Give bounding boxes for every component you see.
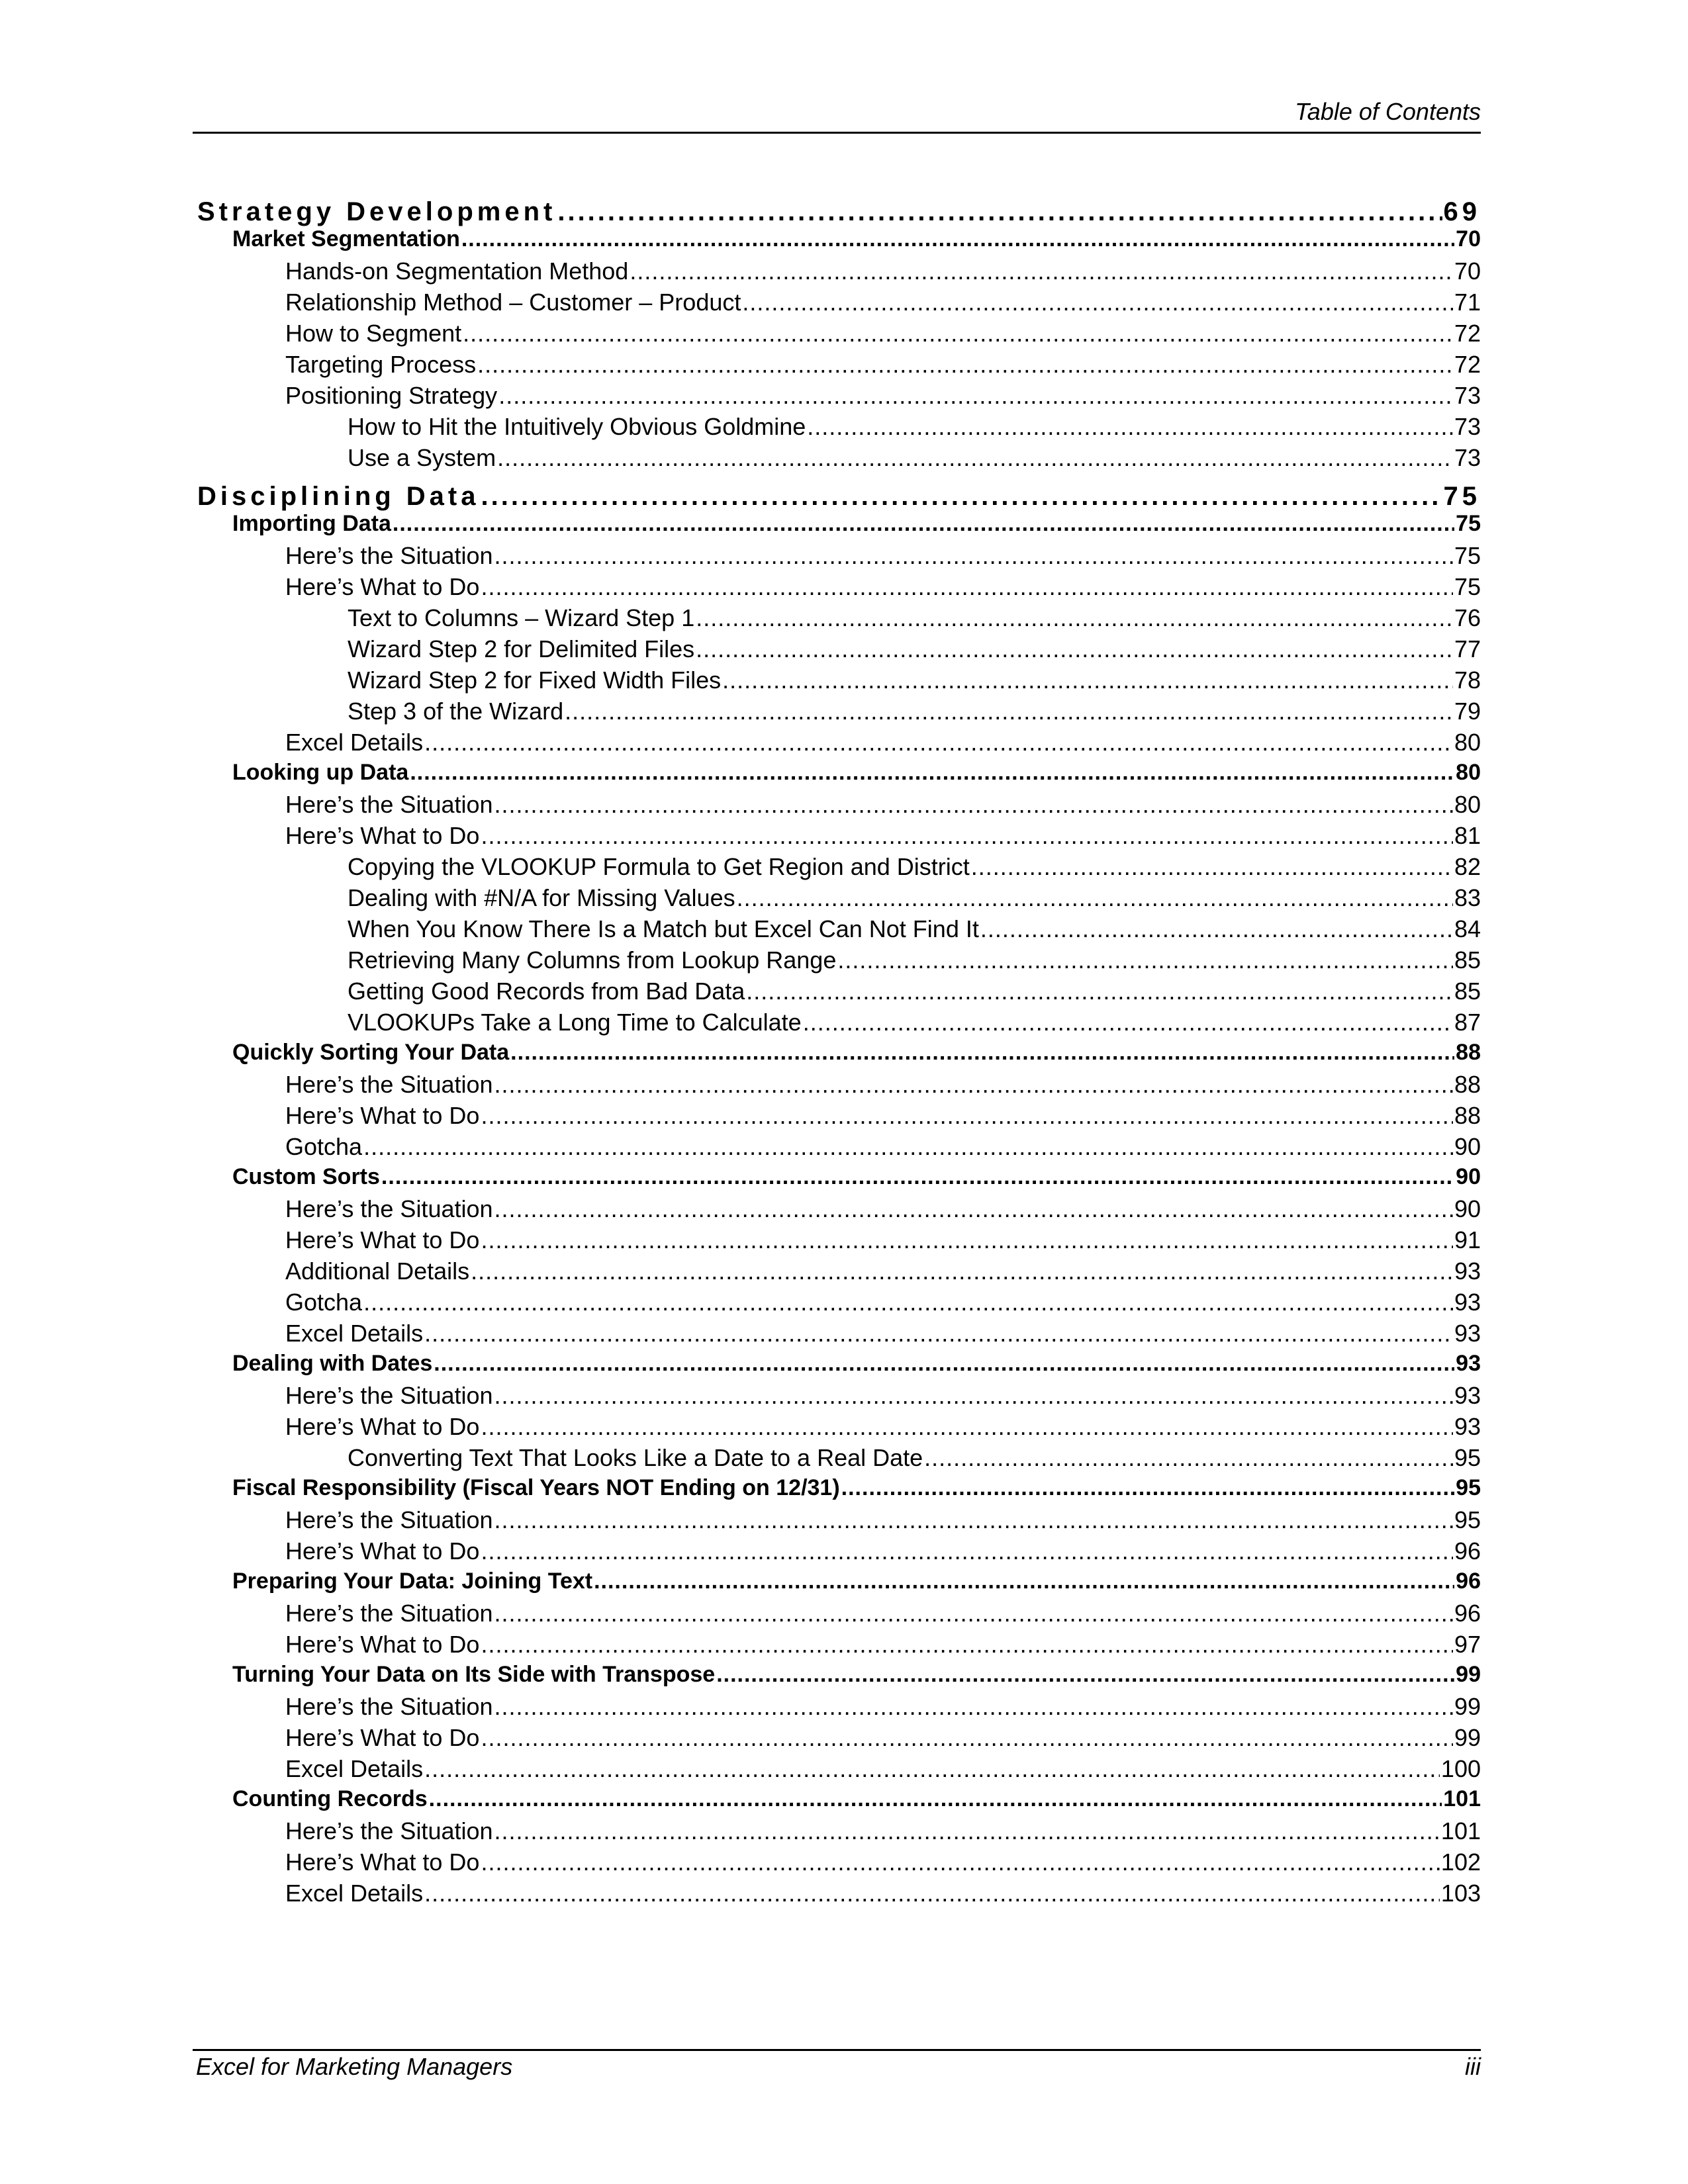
dot-leader — [481, 1226, 1453, 1254]
toc-entry-title: Wizard Step 2 for Fixed Width Files — [348, 666, 722, 694]
toc-entry-title: Here’s What to Do — [285, 1413, 480, 1440]
toc-subsection-entry[interactable] — [193, 791, 1481, 822]
toc-entry-title: Excel Details — [285, 1880, 424, 1907]
toc-entry-page-number: 93 — [1454, 1289, 1481, 1316]
toc-entry-title: Counting Records — [232, 1786, 428, 1811]
toc-section-entry[interactable] — [193, 1164, 1481, 1195]
toc-entry-title: Here’s the Situation — [285, 1382, 493, 1409]
dot-leader — [497, 444, 1453, 472]
toc-entry-page-number: 85 — [1454, 946, 1481, 974]
toc-entry-page-number: 95 — [1456, 1475, 1481, 1500]
toc-subsubsection-entry[interactable] — [193, 884, 1481, 915]
toc-entry-page-number: 99 — [1454, 1693, 1481, 1720]
dot-leader — [424, 1880, 1440, 1907]
toc-entry-title: Looking up Data — [232, 760, 409, 785]
toc-subsection-entry[interactable] — [193, 822, 1481, 853]
toc-entry-title: Disciplining Data — [197, 482, 480, 511]
toc-entry-page-number: 75 — [1456, 511, 1481, 536]
toc-entry-title: Fiscal Responsibility (Fiscal Years NOT Ending on 12/31) — [232, 1475, 840, 1500]
dot-leader — [696, 635, 1453, 663]
dot-leader — [696, 604, 1453, 632]
dot-leader — [494, 1817, 1440, 1845]
toc-section-entry[interactable] — [193, 1786, 1481, 1817]
dot-leader — [481, 822, 1453, 850]
toc-subsubsection-entry[interactable] — [193, 604, 1481, 635]
toc-entry-page-number: 88 — [1454, 1102, 1481, 1129]
dot-leader — [477, 351, 1453, 379]
toc-subsection-entry[interactable] — [193, 1848, 1481, 1880]
table-of-contents — [193, 197, 1481, 1911]
toc-entry-page-number: 97 — [1454, 1631, 1481, 1658]
toc-entry-title: Here’s What to Do — [285, 1537, 480, 1565]
dot-leader — [742, 289, 1453, 316]
dot-leader — [722, 666, 1453, 694]
toc-entry-title: Excel Details — [285, 1320, 424, 1347]
toc-entry-page-number: 93 — [1454, 1413, 1481, 1440]
dot-leader — [481, 1631, 1453, 1659]
toc-entry-title: Custom Sorts — [232, 1164, 380, 1189]
toc-entry-page-number: 100 — [1440, 1755, 1481, 1782]
toc-subsection-entry[interactable] — [193, 542, 1481, 573]
toc-entry-page-number: 95 — [1454, 1444, 1481, 1471]
toc-entry-page-number: 72 — [1454, 320, 1481, 347]
toc-subsection-entry[interactable] — [193, 382, 1481, 413]
toc-entry-title: Here’s What to Do — [285, 1848, 480, 1876]
toc-subsubsection-entry[interactable] — [193, 1444, 1481, 1475]
toc-subsubsection-entry[interactable] — [193, 413, 1481, 444]
toc-entry-title: Getting Good Records from Bad Data — [348, 978, 745, 1005]
dot-leader — [630, 257, 1453, 285]
toc-entry-page-number: 70 — [1454, 257, 1481, 285]
toc-entry-title: VLOOKUPs Take a Long Time to Calculate — [348, 1009, 802, 1036]
dot-leader — [481, 573, 1453, 601]
toc-subsection-entry[interactable] — [193, 289, 1481, 320]
toc-entry-page-number: 85 — [1454, 978, 1481, 1005]
toc-entry-page-number: 76 — [1454, 604, 1481, 631]
toc-subsection-entry[interactable] — [193, 1724, 1481, 1755]
toc-subsection-entry[interactable] — [193, 1133, 1481, 1164]
toc-entry-page-number: 103 — [1440, 1880, 1481, 1907]
toc-entry-title: Importing Data — [232, 511, 391, 536]
toc-entry-page-number: 84 — [1454, 915, 1481, 942]
toc-section-entry[interactable] — [193, 1040, 1481, 1071]
toc-section-entry[interactable] — [193, 760, 1481, 791]
toc-subsection-entry[interactable] — [193, 1413, 1481, 1444]
toc-entry-page-number: 99 — [1454, 1724, 1481, 1751]
toc-subsection-entry[interactable] — [193, 1693, 1481, 1724]
dot-leader — [807, 413, 1453, 441]
dot-leader — [429, 1786, 1442, 1812]
toc-entry-page-number: 75 — [1454, 542, 1481, 569]
toc-subsection-entry[interactable] — [193, 1880, 1481, 1911]
toc-entry-title: Strategy Development — [197, 197, 557, 226]
running-header-title: Table of Contents — [1295, 98, 1481, 125]
toc-entry-title: Step 3 of the Wizard — [348, 698, 564, 725]
dot-leader — [434, 1351, 1454, 1377]
dot-leader — [471, 1257, 1453, 1285]
toc-chapter-entry[interactable] — [193, 482, 1481, 511]
dot-leader — [494, 1195, 1453, 1223]
toc-subsection-entry[interactable] — [193, 1257, 1481, 1289]
toc-subsection-entry[interactable] — [193, 1382, 1481, 1413]
toc-entry-title: Here’s What to Do — [285, 573, 480, 600]
toc-entry-title: Here’s the Situation — [285, 1506, 493, 1533]
toc-entry-title: Dealing with Dates — [232, 1351, 433, 1376]
toc-entry-title: Wizard Step 2 for Delimited Files — [348, 635, 695, 662]
dot-leader — [837, 946, 1453, 974]
dot-leader — [481, 1102, 1453, 1130]
toc-entry-page-number: 93 — [1454, 1257, 1481, 1285]
dot-leader — [424, 1755, 1440, 1783]
toc-entry-page-number: 75 — [1454, 573, 1481, 600]
toc-entry-page-number: 80 — [1454, 791, 1481, 818]
toc-entry-title: Additional Details — [285, 1257, 470, 1285]
toc-subsubsection-entry[interactable] — [193, 1009, 1481, 1040]
toc-entry-page-number: 80 — [1454, 729, 1481, 756]
toc-entry-page-number: 90 — [1456, 1164, 1481, 1189]
toc-entry-title: Here’s the Situation — [285, 791, 493, 818]
toc-entry-title: When You Know There Is a Match but Excel Can Not Find It — [348, 915, 979, 942]
toc-entry-page-number: 90 — [1454, 1195, 1481, 1222]
dot-leader — [494, 1600, 1453, 1627]
dot-leader — [716, 1662, 1454, 1688]
toc-entry-page-number: 91 — [1454, 1226, 1481, 1253]
toc-subsection-entry[interactable] — [193, 320, 1481, 351]
toc-subsection-entry[interactable] — [193, 1071, 1481, 1102]
dot-leader — [424, 1320, 1453, 1347]
toc-entry-page-number: 96 — [1454, 1600, 1481, 1627]
toc-entry-title: Turning Your Data on Its Side with Transpose — [232, 1662, 716, 1687]
header-rule — [193, 132, 1481, 134]
toc-entry-title: Here’s What to Do — [285, 1631, 480, 1658]
dot-leader — [363, 1133, 1453, 1161]
toc-entry-page-number: 83 — [1454, 884, 1481, 911]
toc-entry-title: Here’s What to Do — [285, 822, 480, 849]
toc-entry-page-number: 80 — [1456, 760, 1481, 785]
dot-leader — [481, 1724, 1453, 1752]
dot-leader — [737, 884, 1453, 912]
dot-leader — [494, 1382, 1453, 1410]
toc-entry-title: Quickly Sorting Your Data — [232, 1040, 510, 1065]
toc-subsubsection-entry[interactable] — [193, 666, 1481, 698]
toc-subsection-entry[interactable] — [193, 257, 1481, 289]
toc-entry-page-number: 101 — [1443, 1786, 1481, 1811]
toc-entry-page-number: 70 — [1456, 226, 1481, 251]
toc-entry-title: Hands-on Segmentation Method — [285, 257, 629, 285]
footer-page-number: iii — [1465, 2053, 1481, 2080]
toc-entry-page-number: 73 — [1454, 382, 1481, 409]
toc-entry-page-number: 96 — [1454, 1537, 1481, 1565]
toc-section-entry[interactable] — [193, 1569, 1481, 1600]
toc-section-entry[interactable] — [193, 1351, 1481, 1382]
dot-leader — [494, 1506, 1453, 1534]
toc-subsubsection-entry[interactable] — [193, 946, 1481, 978]
dot-leader — [410, 760, 1454, 786]
toc-entry-title: Here’s the Situation — [285, 542, 493, 569]
toc-entry-page-number: 88 — [1456, 1040, 1481, 1065]
toc-entry-title: Gotcha — [285, 1289, 363, 1316]
dot-leader — [461, 226, 1454, 252]
toc-entry-title: Here’s What to Do — [285, 1102, 480, 1129]
toc-subsubsection-entry[interactable] — [193, 635, 1481, 666]
dot-leader — [924, 1444, 1453, 1472]
toc-entry-title: Here’s What to Do — [285, 1724, 480, 1751]
dot-leader — [494, 1071, 1453, 1099]
toc-subsection-entry[interactable] — [193, 1102, 1481, 1133]
toc-section-entry[interactable] — [193, 511, 1481, 542]
dot-leader — [481, 482, 1442, 512]
dot-leader — [557, 197, 1442, 227]
toc-entry-title: Retrieving Many Columns from Lookup Range — [348, 946, 837, 974]
dot-leader — [481, 1848, 1439, 1876]
toc-subsection-entry[interactable] — [193, 1289, 1481, 1320]
toc-entry-title: How to Hit the Intuitively Obvious Goldmine — [348, 413, 806, 440]
toc-entry-title: Here’s the Situation — [285, 1600, 493, 1627]
dot-leader — [971, 853, 1453, 881]
toc-subsubsection-entry[interactable] — [193, 915, 1481, 946]
dot-leader — [565, 698, 1453, 725]
toc-entry-page-number: 73 — [1454, 413, 1481, 440]
toc-entry-page-number: 75 — [1443, 482, 1481, 511]
toc-entry-page-number: 88 — [1454, 1071, 1481, 1098]
toc-subsection-entry[interactable] — [193, 1195, 1481, 1226]
toc-entry-page-number: 81 — [1454, 822, 1481, 849]
toc-subsection-entry[interactable] — [193, 1320, 1481, 1351]
toc-entry-page-number: 96 — [1456, 1569, 1481, 1594]
dot-leader — [746, 978, 1453, 1005]
toc-chapter-entry[interactable] — [193, 197, 1481, 226]
toc-entry-page-number: 101 — [1440, 1817, 1481, 1844]
dot-leader — [594, 1569, 1454, 1594]
toc-entry-page-number: 73 — [1454, 444, 1481, 471]
dot-leader — [498, 382, 1453, 410]
dot-leader — [481, 1413, 1453, 1441]
dot-leader — [363, 1289, 1453, 1316]
toc-entry-page-number: 82 — [1454, 853, 1481, 880]
footer-rule — [193, 2049, 1481, 2051]
toc-entry-title: How to Segment — [285, 320, 462, 347]
toc-subsection-entry[interactable] — [193, 1226, 1481, 1257]
toc-entry-title: Here’s the Situation — [285, 1693, 493, 1720]
toc-entry-title: Excel Details — [285, 729, 424, 756]
dot-leader — [494, 1693, 1453, 1721]
toc-entry-page-number: 69 — [1443, 197, 1481, 226]
toc-entry-page-number: 71 — [1454, 289, 1481, 316]
dot-leader — [481, 1537, 1453, 1565]
toc-entry-title: Gotcha — [285, 1133, 363, 1160]
toc-subsection-entry[interactable] — [193, 1537, 1481, 1569]
toc-entry-page-number: 95 — [1454, 1506, 1481, 1533]
toc-entry-title: Copying the VLOOKUP Formula to Get Region and District — [348, 853, 970, 880]
toc-entry-title: Converting Text That Looks Like a Date to a Real Date — [348, 1444, 923, 1471]
dot-leader — [393, 511, 1454, 537]
toc-section-entry[interactable] — [193, 1475, 1481, 1506]
toc-entry-title: Dealing with #N/A for Missing Values — [348, 884, 735, 911]
toc-entry-page-number: 77 — [1454, 635, 1481, 662]
toc-subsection-entry[interactable] — [193, 1755, 1481, 1786]
toc-subsection-entry[interactable] — [193, 1631, 1481, 1662]
toc-entry-title: Here’s the Situation — [285, 1195, 493, 1222]
toc-entry-page-number: 93 — [1454, 1320, 1481, 1347]
toc-entry-page-number: 79 — [1454, 698, 1481, 725]
toc-entry-page-number: 72 — [1454, 351, 1481, 378]
toc-entry-page-number: 87 — [1454, 1009, 1481, 1036]
toc-subsubsection-entry[interactable] — [193, 853, 1481, 884]
toc-subsection-entry[interactable] — [193, 729, 1481, 760]
toc-entry-title: Excel Details — [285, 1755, 424, 1782]
toc-subsubsection-entry[interactable] — [193, 444, 1481, 475]
toc-entry-title: Here’s the Situation — [285, 1071, 493, 1098]
toc-entry-title: Here’s the Situation — [285, 1817, 493, 1844]
toc-entry-page-number: 78 — [1454, 666, 1481, 694]
toc-entry-title: Market Segmentation — [232, 226, 460, 251]
dot-leader — [424, 729, 1453, 756]
dot-leader — [494, 542, 1453, 570]
toc-entry-page-number: 102 — [1440, 1848, 1481, 1876]
toc-entry-title: Targeting Process — [285, 351, 477, 378]
dot-leader — [494, 791, 1453, 819]
dot-leader — [510, 1040, 1454, 1066]
toc-entry-title: Here’s What to Do — [285, 1226, 480, 1253]
toc-subsection-entry[interactable] — [193, 1506, 1481, 1537]
toc-entry-title: Relationship Method – Customer – Product — [285, 289, 741, 316]
toc-section-entry[interactable] — [193, 1662, 1481, 1693]
toc-entry-title: Text to Columns – Wizard Step 1 — [348, 604, 695, 631]
dot-leader — [463, 320, 1453, 347]
toc-subsection-entry[interactable] — [193, 351, 1481, 382]
toc-entry-title: Preparing Your Data: Joining Text — [232, 1569, 593, 1594]
toc-entry-page-number: 93 — [1454, 1382, 1481, 1409]
toc-entry-page-number: 90 — [1454, 1133, 1481, 1160]
dot-leader — [841, 1475, 1455, 1501]
dot-leader — [980, 915, 1453, 943]
toc-subsection-entry[interactable] — [193, 573, 1481, 604]
toc-entry-page-number: 99 — [1456, 1662, 1481, 1687]
toc-subsubsection-entry[interactable] — [193, 978, 1481, 1009]
toc-entry-page-number: 93 — [1456, 1351, 1481, 1376]
toc-subsubsection-entry[interactable] — [193, 698, 1481, 729]
toc-entry-title: Positioning Strategy — [285, 382, 498, 409]
toc-subsection-entry[interactable] — [193, 1817, 1481, 1848]
toc-entry-title: Use a System — [348, 444, 496, 471]
dot-leader — [381, 1164, 1454, 1190]
footer-book-title: Excel for Marketing Managers — [196, 2053, 513, 2080]
toc-subsection-entry[interactable] — [193, 1600, 1481, 1631]
toc-section-entry[interactable] — [193, 226, 1481, 257]
dot-leader — [803, 1009, 1453, 1036]
